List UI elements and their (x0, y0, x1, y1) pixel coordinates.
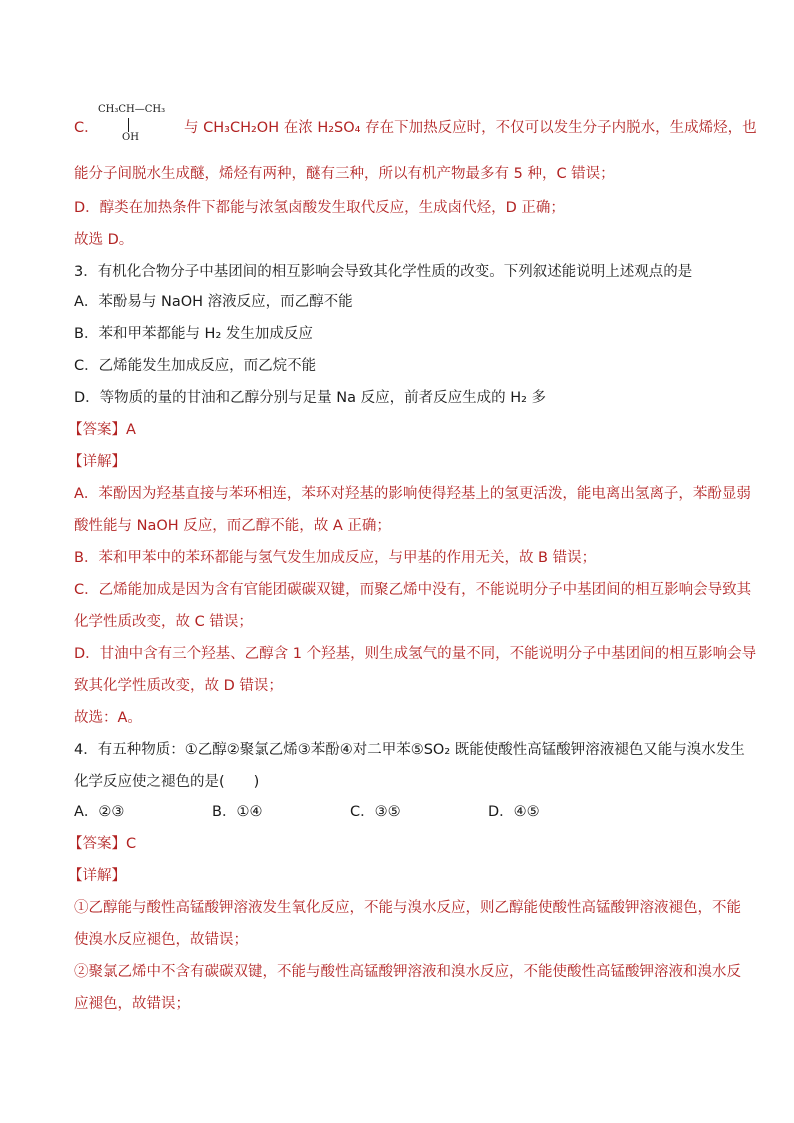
q3-option-c: C．乙烯能发生加成反应，而乙烷不能 (74, 358, 317, 374)
structural-formula (92, 104, 184, 148)
option-c-text: 与 CH₃CH₂OH 在浓 H₂SO₄ 存在下加热反应时，不仅可以发生分子内脱水，生成烯烃，也 (184, 120, 757, 136)
q4-explanation-line: ②聚氯乙烯中不含有碳碳双键，不能与酸性高锰酸钾溶液和溴水反应，不能使酸性高锰酸钾溶液和溴水反 (74, 964, 741, 980)
q3-explanation-line: D．甘油中含有三个羟基、乙醇含 1 个羟基，则生成氢气的量不同，不能说明分子中基团间的相互影响会导 (74, 646, 757, 662)
q4-stem-line-1: 4．有五种物质：①乙醇②聚氯乙烯③苯酚④对二甲苯⑤SO₂ 既能使酸性高锰酸钾溶液褪色又能与溴水发生 (74, 742, 745, 758)
conclusion-q2: 故选 D。 (74, 232, 134, 248)
formula-bond (128, 118, 129, 132)
q3-option-d: D．等物质的量的甘油和乙醇分别与足量 Na 反应，前者反应生成的 H₂ 多 (74, 390, 547, 406)
q4-options (74, 802, 734, 822)
q3-explanation-line: 酸性能与 NaOH 反应，而乙醇不能，故 A 正确； (74, 518, 391, 534)
q4-stem-line-2: 化学反应使之褪色的是( ) (74, 774, 260, 790)
q4-detail-label: 【详解】 (68, 868, 126, 884)
option-d-text: D．醇类在加热条件下都能与浓氢卤酸发生取代反应，生成卤代烃，D 正确； (74, 200, 565, 216)
formula-bottom: OH (122, 132, 139, 143)
q4-option-a: A．②③ (74, 804, 125, 820)
q4-option-d: D．④⑤ (488, 804, 540, 820)
q3-answer: 【答案】A (68, 422, 136, 438)
q4-explanation-line: 使溴水反应褪色，故错误； (74, 932, 248, 948)
q3-explanation-line: 化学性质改变，故 C 错误； (74, 614, 253, 630)
q4-explanation-line: 应褪色，故错误； (74, 996, 190, 1012)
q3-option-b: B．苯和甲苯都能与 H₂ 发生加成反应 (74, 326, 313, 342)
q3-stem: 3．有机化合物分子中基团间的相互影响会导致其化学性质的改变。下列叙述能说明上述观点的是 (74, 264, 693, 280)
option-c-label: C． (74, 120, 99, 136)
q4-explanation-line: ①乙醇能与酸性高锰酸钾溶液发生氧化反应，不能与溴水反应，则乙醇能使酸性高锰酸钾溶液褪色，不能 (74, 900, 741, 916)
q3-explanation-line: B．苯和甲苯中的苯环都能与氢气发生加成反应，与甲基的作用无关，故 B 错误； (74, 550, 597, 566)
q3-conclusion: 故选：A。 (74, 710, 142, 726)
q3-detail-label: 【详解】 (68, 454, 126, 470)
option-c-text-2: 能分子间脱水生成醚，烯烃有两种，醚有三种，所以有机产物最多有 5 种，C 错误； (74, 166, 615, 182)
formula-top: CH₃CH—CH₃ (98, 104, 166, 115)
q3-explanation-line: A．苯酚因为羟基直接与苯环相连，苯环对羟基的影响使得羟基上的氢更活泼，能电离出氢离子，苯酚显弱 (74, 486, 751, 502)
q4-answer: 【答案】C (68, 836, 137, 852)
q4-option-c: C．③⑤ (350, 804, 401, 820)
q4-option-b: B．①④ (212, 804, 263, 820)
q3-explanation-line: C．乙烯能加成是因为含有官能团碳碳双键，而聚乙烯中没有，不能说明分子中基团间的相互影响会导致其 (74, 582, 752, 598)
q3-explanation-line: 致其化学性质改变，故 D 错误； (74, 678, 283, 694)
q3-option-a: A．苯酚易与 NaOH 溶液反应，而乙醇不能 (74, 294, 353, 310)
